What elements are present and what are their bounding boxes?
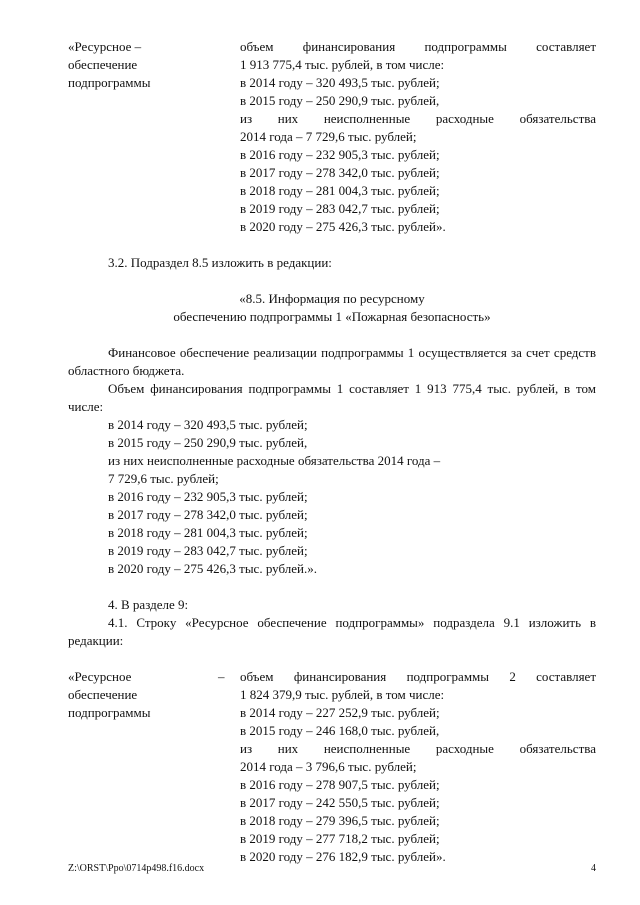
label-line: подпрограммы [68,75,151,90]
file-path: Z:\ORST\Ppo\0714p498.f16.docx [68,863,205,874]
value-line: в 2014 году – 320 493,5 тыс. рублей; [240,75,440,90]
label-line: обеспечение [68,687,138,702]
list-item: в 2014 году – 320 493,5 тыс. рублей; [108,417,308,432]
value-line: в 2019 году – 277 718,2 тыс. рублей; [240,831,440,846]
funding-list [68,416,596,470]
value-line: объем финансирования подпрограммы составляет [240,39,596,54]
page-number: 4 [591,863,596,874]
paragraph-financing: Финансовое обеспечение реализации подпрограммы 1 осуществляется за счет средств областного бюджета. [68,345,596,378]
value-line: в 2016 году – 278 907,5 тыс. рублей; [240,777,440,792]
paragraph-3-2: 3.2. Подраздел 8.5 изложить в редакции: [108,255,332,270]
list-item: 7 729,6 тыс. рублей; [108,471,219,486]
value-line: 1 913 775,4 тыс. рублей, в том числе: [240,57,445,72]
resource-label-2 [68,668,218,866]
label-line: обеспечение [68,57,138,72]
value-line: объем финансирования подпрограммы 2 составляет [240,669,596,684]
value-line: в 2015 году – 246 168,0 тыс. рублей, [240,723,440,738]
value-line: в 2020 году – 276 182,9 тыс. рублей». [240,849,446,864]
value-line: в 2014 году – 227 252,9 тыс. рублей; [240,705,440,720]
value-line: в 2016 году – 232 905,3 тыс. рублей; [240,147,440,162]
paragraph-4-1: 4.1. Строку «Ресурсное обеспечение подпрограммы» подраздела 9.1 изложить в редакции: [68,615,596,648]
page-footer [68,863,596,875]
heading-line: «8.5. Информация по ресурсному [239,291,425,306]
dash: – [218,669,225,684]
value-line: из них неисполненные расходные обязательства [240,111,596,126]
paragraph-volume: Объем финансирования подпрограммы 1 составляет 1 913 775,4 тыс. рублей, в том числе: [68,381,596,414]
value-line: 1 824 379,9 тыс. рублей, в том числе: [240,687,445,702]
label-line: «Ресурсное – [68,39,142,54]
value-line: в 2018 году – 279 396,5 тыс. рублей; [240,813,440,828]
value-line: в 2017 году – 242 550,5 тыс. рублей; [240,795,440,810]
resource-values-1 [240,38,596,236]
paragraph-4: 4. В разделе 9: [108,597,189,612]
list-item: в 2017 году – 278 342,0 тыс. рублей; [108,507,308,522]
resource-block-1 [68,38,596,236]
resource-label-1 [68,38,218,236]
value-line: в 2020 году – 275 426,3 тыс. рублей». [240,219,446,234]
list-item: в 2018 году – 281 004,3 тыс. рублей; [108,525,308,540]
value-line: в 2018 году – 281 004,3 тыс. рублей; [240,183,440,198]
heading-line: обеспечению подпрограммы 1 «Пожарная безопасность» [173,309,491,324]
document-page [68,38,596,866]
value-line: 2014 года – 7 729,6 тыс. рублей; [240,129,417,144]
value-line: из них неисполненные расходные обязательства [240,741,596,756]
label-line: подпрограммы [68,705,151,720]
value-line: 2014 года – 3 796,6 тыс. рублей; [240,759,417,774]
list-item: из них неисполненные расходные обязательства 2014 года – [108,453,441,468]
funding-list-cont [68,470,596,578]
section-heading [68,290,596,326]
list-item: в 2016 году – 232 905,3 тыс. рублей; [108,489,308,504]
resource-values-2 [240,668,596,866]
label-line: «Ресурсное [68,669,132,684]
list-item: в 2015 году – 250 290,9 тыс. рублей, [108,435,308,450]
dash-spacer [218,38,240,236]
list-item: в 2020 году – 275 426,3 тыс. рублей.». [108,561,317,576]
value-line: в 2017 году – 278 342,0 тыс. рублей; [240,165,440,180]
value-line: в 2015 году – 250 290,9 тыс. рублей, [240,93,440,108]
list-item: в 2019 году – 283 042,7 тыс. рублей; [108,543,308,558]
value-line: в 2019 году – 283 042,7 тыс. рублей; [240,201,440,216]
resource-block-2 [68,668,596,866]
